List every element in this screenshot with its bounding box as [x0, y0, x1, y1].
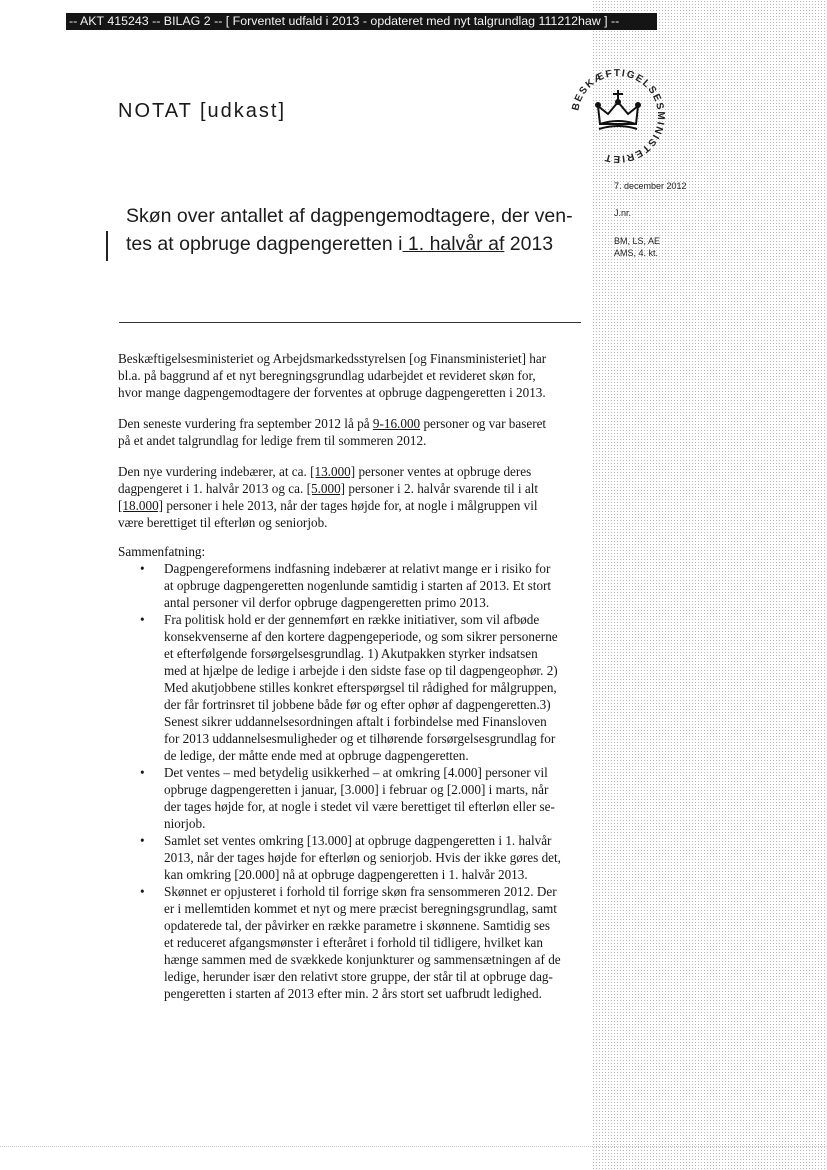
side-initials-line2: AMS, 4. kt.: [614, 248, 659, 258]
summary-item: • Det ventes – med betydelig usikkerhed – at omkring [4.000] personer vil opbruge dagpengeretten i januar, [3.000] i februar og [2.000] i marts, når der tages højde for, at nogle i stedet vil være berettiget til efterløn eller se- niorjob.: [140, 765, 555, 831]
summary-item: • Fra politisk hold er der gennemført en række initiativer, som vil afbøde konsekvenserne af den kortere dagpengeperiode, og som sikrer personerne et efterfølgende forsørgelsesgrundlag. 1) Akutpakken styrker indsatsen med at hjælpe de ledige i arbejde i den sidste fase op til dagpengeophør. 2) Med akutjobbene stilles konkret efterspørgsel til rådighed for målgruppen, der får fortrinsret til jobbene både før og efter ophør af dagpengeretten.3) Senest sikrer uddannelsesordningen aftalt i forbindelse med Finansloven for 2013 uddannelsesmuligheder og et tilhørende forsørgelsesgrundlag for de ledige, der måtte ende med at opbruge dagpengeretten.: [140, 612, 558, 763]
underlined-figure: [5.000]: [306, 481, 346, 496]
horizontal-rule: [119, 322, 581, 323]
bullet-icon: •: [140, 765, 145, 780]
document-stamp-header: -- AKT 415243 -- BILAG 2 -- [ Forventet udfald i 2013 - opdateret med nyt talgrundlag 111212haw ] --: [66, 13, 657, 30]
heading-inserted-text: 1. halvår af: [402, 233, 505, 255]
summary-item: • Samlet set ventes omkring [13.000] at opbruge dagpengeretten i 1. halvår 2013, når der tages højde for efterløn og seniorjob. Hvis der ikke gøres det, kan omkring [20.000] nå at opbruge dagpengeretten i 1. halvår 2013.: [140, 833, 561, 882]
margin-band: [592, 0, 827, 1170]
logo-ring-text: BESKÆFTIGELSESMINISTERIET: [570, 67, 667, 165]
summary-title: Sammenfatning:: [118, 544, 206, 559]
underlined-figure: 9-16.000: [372, 416, 421, 431]
paragraph-previous-estimate: Den seneste vurdering fra september 2012 lå på 9-16.000 personer og var baseret på et andet talgrundlag for ledige frem til sommeren 2012.: [118, 416, 547, 448]
bullet-icon: •: [140, 884, 145, 899]
bullet-icon: •: [140, 833, 145, 848]
notat-title: NOTAT [udkast]: [118, 100, 287, 122]
heading-line-2: tes at opbruge dagpengeretten i 1. halvår af 2013: [126, 233, 554, 255]
revision-change-bar: [106, 231, 108, 261]
ministry-logo: [562, 60, 674, 172]
underlined-figure: [13.000]: [310, 464, 356, 479]
summary-list: [140, 560, 580, 1002]
side-date: 7. december 2012: [614, 181, 687, 191]
paragraph-new-estimate: Den nye vurdering indebærer, at ca. [13.000] personer ventes at opbruge deres dagpengeret i 1. halvår 2013 og ca. [5.000] personer i 2. halvår svarende til i alt [18.000] personer i hele 2013, når der tages højde for, at nogle i målgruppen vil være berettiget til efterløn og seniorjob.: [118, 464, 539, 530]
bullet-icon: •: [140, 612, 145, 627]
summary-item: • Dagpengereformens indfasning indebærer at relativt mange er i risiko for at opbruge dagpengeretten nogenlunde samtidig i starten af 2013. Et stort antal personer vil derfor opbruge dagpengeretten primo 2013.: [140, 561, 552, 610]
crown-icon: [596, 90, 640, 129]
bullet-icon: •: [140, 561, 145, 576]
bottom-scan-edge: [0, 1146, 827, 1147]
document-heading: [126, 202, 576, 258]
underlined-figure: [18.000]: [118, 498, 164, 513]
paragraph-intro: Beskæftigelsesministeriet og Arbejdsmarkedsstyrelsen [og Finansministeriet] har bl.a. på baggrund af et nyt beregningsgrundlag udarbejdet et revideret skøn for, hvor mange dagpengemodtagere der forventes at opbruge dagpengeretten i 2013.: [118, 351, 547, 400]
summary-item: • Skønnet er opjusteret i forhold til forrige skøn fra sensommeren 2012. Der er i mellemtiden kommet et nyt og mere præcist beregningsgrundlag, samt opdaterede tal, der påvirker en række parametre i skønnene. Samtidig ses et reduceret afgangsmønster i efteråret i forhold til tidligere, hvilket kan hænge sammen med de svækkede konjunkturer og sammensætningen af de ledige, herunder især den relativt store gruppe, der står til at opbruge dag- pengeretten i starten af 2013 efter min. 2 års stort set uafbrudt ledighed.: [140, 884, 561, 1001]
heading-line-1: Skøn over antallet af dagpengemodtagere, der ven-: [126, 205, 573, 227]
side-initials-line1: BM, LS, AE: [614, 236, 661, 246]
side-jnr-label: J.nr.: [614, 208, 632, 218]
